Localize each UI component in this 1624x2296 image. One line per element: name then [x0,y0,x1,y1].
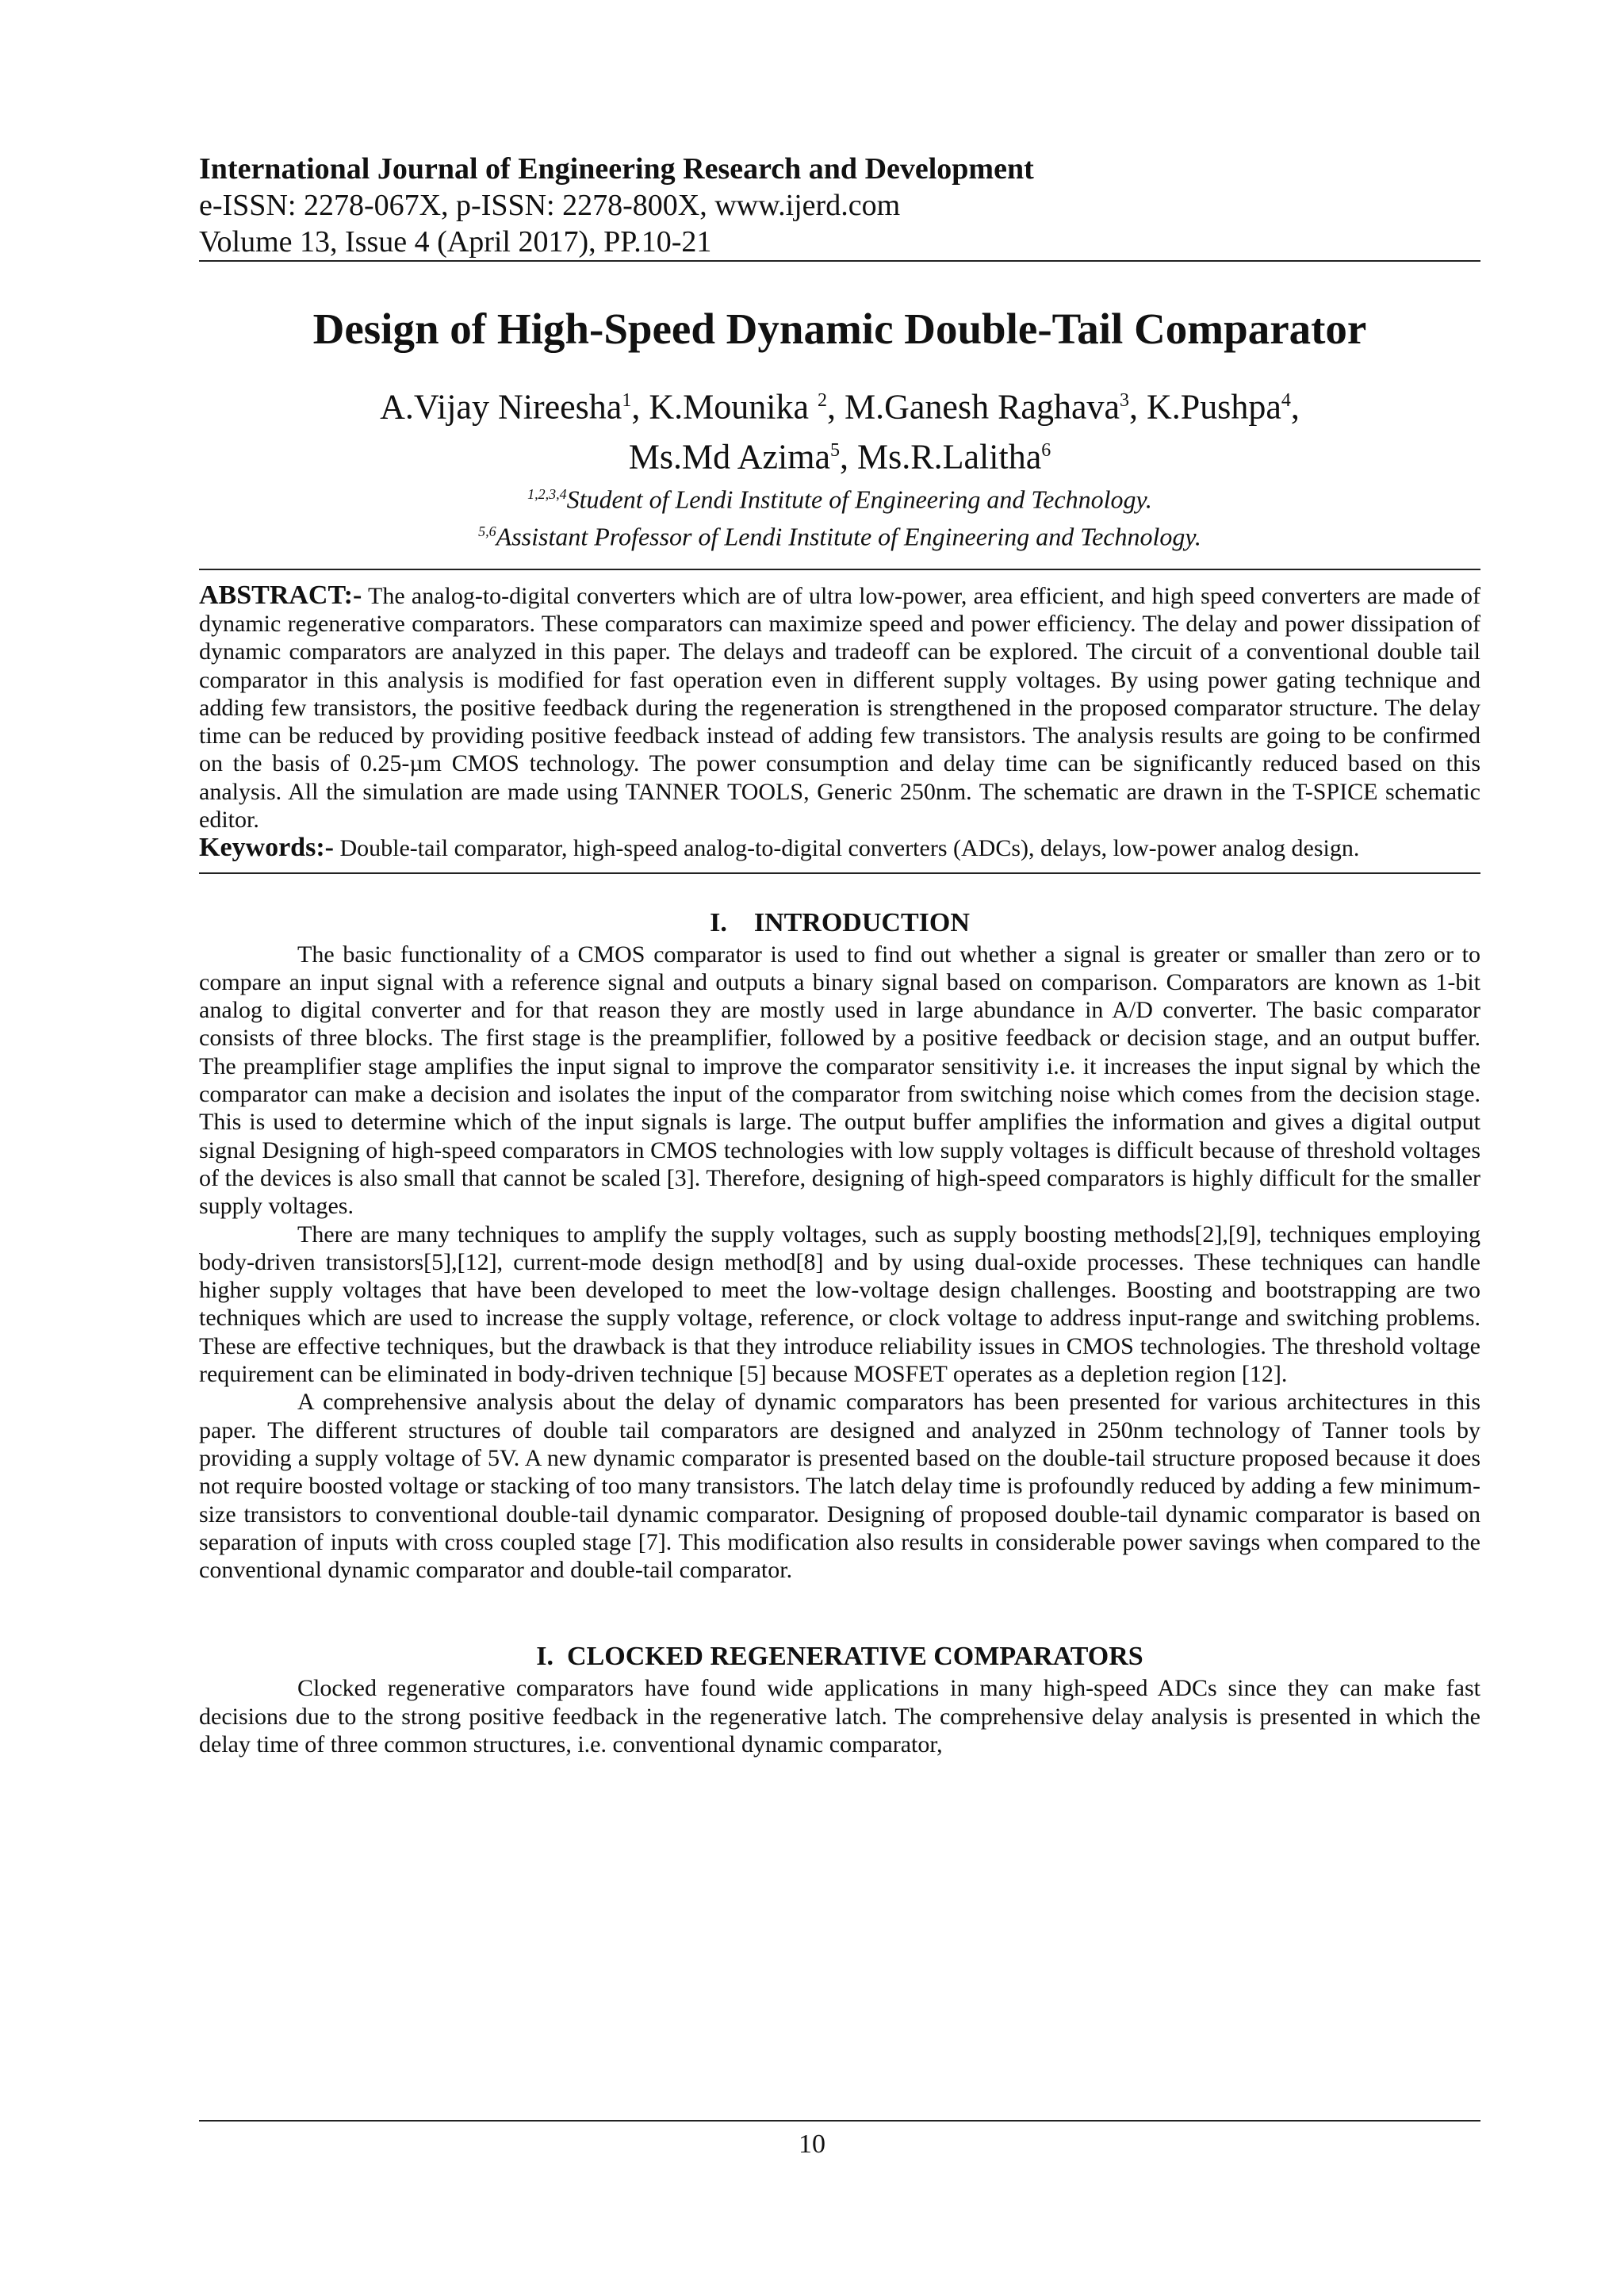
keywords-label: Keywords:- [199,833,334,863]
paper-title: Design of High-Speed Dynamic Double-Tail Comparator [312,305,1367,353]
intro-paragraph-3: A comprehensive analysis about the delay of dynamic comparators has been presented for various architectures in this paper. The different structures of double tail comparators are designed and analyzed in 250nm technology of Tanner tools by providing a supply voltage of 5V. A new dynamic comparator is presented based on the double-tail structure proposed because it does not require boosted voltage or stacking of too many transistors. The latch delay time is profoundly reduced by adding a few minimum-size transistors to conventional double-tail dynamic comparator. Designing of proposed double-tail dynamic comparator is based on separation of inputs with cross coupled stage [7]. This modification also results in considerable power savings when compared to the conventional dynamic comparator and double-tail comparator. [199,1389,1480,1584]
keywords: Keywords:- Double-tail comparator, high-speed analog-to-digital converters (ADCs), delays, low-power analog design. [199,833,1360,863]
clocked-paragraph-1: Clocked regenerative comparators have found wide applications in many high-speed ADCs since they can make fast decisions due to the strong positive feedback in the regenerative latch. The comprehensive delay analysis is presented in which the delay time of three common structures, i.e. conventional dynamic comparator, [199,1675,1480,1758]
abstract-label: ABSTRACT:- [199,580,362,610]
author-list [199,379,1480,478]
abstract-bottom-rule [199,872,1480,874]
affiliation-students: $^{1,2,3,4}$Student of Lendi Institute of Engineering and Technology. [527,485,1152,514]
footer-rule [199,2120,1480,2122]
header-rule [199,260,1480,262]
intro-paragraph-1: The basic functionality of a CMOS comparator is used to find out whether a signal is greater or smaller than zero or to compare an input signal with a reference signal and outputs a binary signal based on comparison. Comparators are known as 1-bit analog to digital converter and for that reason they are mostly used in large abundance in A/D converter. The basic comparator consists of three blocks. The first stage is the preamplifier, followed by a positive feedback or decision stage, and an output buffer. The preamplifier stage amplifies the input signal to improve the comparator sensitivity i.e. it increases the input signal by which the comparator can make a decision and isolates the input of the comparator from switching noise which comes from the decision stage. This is used to determine which of the input signals is large. The output buffer amplifies the information and gives a digital output signal Designing of high-speed comparators in CMOS technologies with low supply voltages is difficult because of threshold voltages of the devices is also small that cannot be scaled [3]. Therefore, designing of high-speed comparators is highly difficult for the smaller supply voltages. [199,941,1480,1220]
abstract-block [199,570,1480,872]
author-line-2: Ms.Md Azima$^5$, Ms.R.Lalitha$^6$ [628,437,1051,477]
affiliation-professors: $^{5,6}$Assistant Professor of Lendi Institute of Engineering and Technology. [478,522,1201,551]
intro-paragraph-2: There are many techniques to amplify the supply voltages, such as supply boosting methods[2],[9], techniques employing body-driven transistors[5],[12], current-mode design method[8] and by using dual-oxide processes. These techniques can handle higher supply voltages that have been developed to meet the low-voltage design challenges. Boosting and bootstrapping are two techniques which are used to increase the supply voltage, reference, or clock voltage to address input-range and switching problems. These are effective techniques, but the drawback is that they introduce reliability issues in CMOS technologies. The threshold voltage requirement can be eliminated in body-driven technique [5] because MOSFET operates as a depletion region [12]. [199,1221,1480,1388]
introduction-heading: I. INTRODUCTION [710,907,970,937]
paper-page [199,151,1480,1758]
journal-name: International Journal of Engineering Research and Development [199,152,1034,186]
page-number: 10 [799,2129,825,2159]
clocked-comparators-heading: I. CLOCKED REGENERATIVE COMPARATORS [536,1642,1143,1672]
volume-line: Volume 13, Issue 4 (April 2017), PP.10-21 [199,225,712,259]
journal-header [199,151,1480,260]
abstract-text: ABSTRACT:- The analog-to-digital converters which are of ultra low-power, area efficient, and high speed converters are made of dynamic regenerative comparators. These comparators can maximize speed and power efficiency. The delay and power dissipation of dynamic comparators are analyzed in this paper. The delays and tradeoff can be explored. The circuit of a conventional double tail comparator in this analysis is modified for fast operation even in different supply voltages. By using power gating technique and adding few transistors, the positive feedback during the regeneration is strengthened in the proposed comparator structure. The delay time can be reduced by providing positive feedback instead of adding few transistors. The analysis results are going to be confirmed on the basis of 0.25-µm CMOS technology. The power consumption and delay time can be significantly reduced based on this analysis. All the simulation are made using TANNER TOOLS, Generic 250nm. The schematic are drawn in the T-SPICE schematic editor. [199,580,1480,833]
issn-line: e-ISSN: 2278-067X, p-ISSN: 2278-800X, www.ijerd.com [199,189,901,222]
author-line-1: A.Vijay Nireesha$^1$, K.Mounika $^2$, M.Ganesh Raghava$^3$, K.Pushpa$^4$, [380,387,1300,427]
